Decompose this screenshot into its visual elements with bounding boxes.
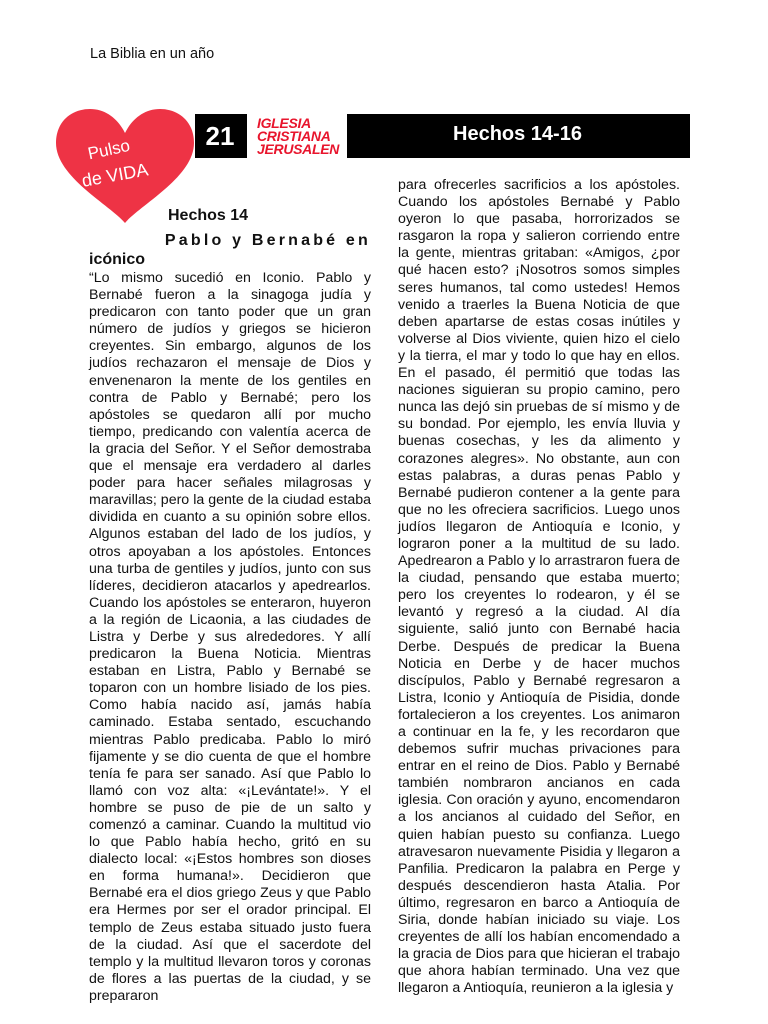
church-line-2: CRISTIANA [257, 127, 331, 144]
logo-line1: Pulso [86, 135, 132, 164]
right-column-text: para ofrecerles sacrificios a los apóstoles. Cuando los apóstoles Bernabé y Pablo oyeron lo que pasaba, horrorizados se rasgaron la ropa y salieron corriendo entre la gente, mientras gritaban: «Amigos, ¿por qué hacen esto? ¡Nosotros somos simples seres humanos, tal como ustedes! Hemos venido a traerles la Buena Noticia de que deben apartarse de estas cosas inútiles y volverse al Dios viviente, quien hizo el cielo y la tierra, el mar y todo lo que hay en ellos. En el pasado, él permitió que todas las naciones siguieran su propio camino, pero nunca las dejó sin pruebas de sí mismo y de su bondad. Por ejemplo, les envía lluvia y buenas cosechas, y les da alimento y corazones alegres». No obstante, aun con estas palabras, a duras penas Pablo y Bernabé pudieron contener a la gente para que no les ofreciera sacrificios. Luego unos judíos llegaron de Antioquía e Iconio, y lograron poner a la multitud de su lado. Apedrearon a Pablo y lo arrastraron fuera de la ciudad, pensando que estaba muerto; pero los creyentes lo rodearon, y él se levantó y regresó a la ciudad. Al día siguiente, salió junto con Bernabé hacia Derbe. Después de predicar la Buena Noticia en Derbe y de hacer muchos discípulos, Pablo y Bernabé regresaron a Listra, Iconio y Antioquía de Pisidia, donde fortalecieron a los creyentes. Los animaron a continuar en la fe, y les recordaron que debemos sufrir muchas privaciones para entrar en el reino de Dios. Pablo y Bernabé también nombraron ancianos en cada iglesia. Con oración y ayuno, encomendaron a los ancianos al cuidado del Señor, en quien habían puesto su confianza. Luego atravesaron nuevamente Pisidia y llegaron a Panfilia. Predicaron la palabra en Perge y después descendieron hasta Atalia. Por último, regresaron en barco a Antioquía de Siria, donde habían iniciado su viaje. Los creyentes de allí los habían encomendado a la gracia de Dios para que hicieran el trabajo que ahora habían terminado. Una vez que llegaron a Antioquía, reunieron a la iglesia y [398, 177, 680, 997]
section-heading [89, 231, 371, 269]
church-line-3: JERUSALEN [257, 140, 340, 157]
reading-banner [195, 114, 690, 158]
section-heading-line-1: Pablo y Bernabé en [164, 232, 371, 249]
chapter-heading: Hechos 14 [168, 207, 249, 224]
church-line-1: IGLESIA [257, 114, 311, 131]
reading-title: Hechos 14-16 [453, 123, 582, 145]
day-number: 21 [195, 114, 245, 158]
left-column [89, 270, 371, 1005]
left-column-text: “Lo mismo sucedió en Iconio. Pablo y Bernabé fueron a la sinagoga judía y predicaron con tanto poder que un gran número de judíos y griegos se hicieron creyentes. Sin embargo, algunos de los judíos rechazaron el mensaje de Dios y envenenaron la mente de los gentiles en contra de Pablo y Bernabé; pero los apóstoles se quedaron allí por mucho tiempo, predicando con valentía acerca de la gracia del Señor. Y el Señor demostraba que el mensaje era verdadero al darles poder para hacer señales milagrosas y maravillas; pero la gente de la ciudad estaba dividida en cuanto a su opinión sobre ellos. Algunos estaban del lado de los judíos, y otros apoyaban a los apóstoles. Entonces una turba de gentiles y judíos, junto con sus líderes, decidieron atacarlos y apedrearlos. Cuando los apóstoles se enteraron, huyeron a la región de Licaonia, a las ciudades de Listra y Derbe y sus alrededores. Y allí predicaron la Buena Noticia. Mientras estaban en Listra, Pablo y Bernabé se toparon con un hombre lisiado de los pies. Como había nacido así, jamás había caminado. Estaba sentado, escuchando mientras Pablo predicaba. Pablo lo miró fijamente y se dio cuenta de que el hombre tenía fe para ser sanado. Así que Pablo lo llamó con voz alta: «¡Levántate!». Y el hombre se puso de pie de un salto y comenzó a caminar. Cuando la multitud vio lo que Pablo había hecho, gritó en su dialecto local: «¡Estos hombres son dioses en forma humana!». Decidieron que Bernabé era el dios griego Zeus y que Pablo era Hermes por ser el orador principal. El templo de Zeus estaba situado justo fuera de la ciudad. Así que el sacerdote del templo y la multitud llevaron toros y coronas de flores a las puertas de la ciudad, y se prepararon [89, 270, 371, 1004]
right-column [398, 177, 680, 998]
running-header: La Biblia en un año [90, 46, 215, 62]
church-name [247, 114, 347, 158]
logo-line2: de VIDA [80, 159, 150, 191]
section-heading-line-2: icónico [89, 251, 146, 268]
